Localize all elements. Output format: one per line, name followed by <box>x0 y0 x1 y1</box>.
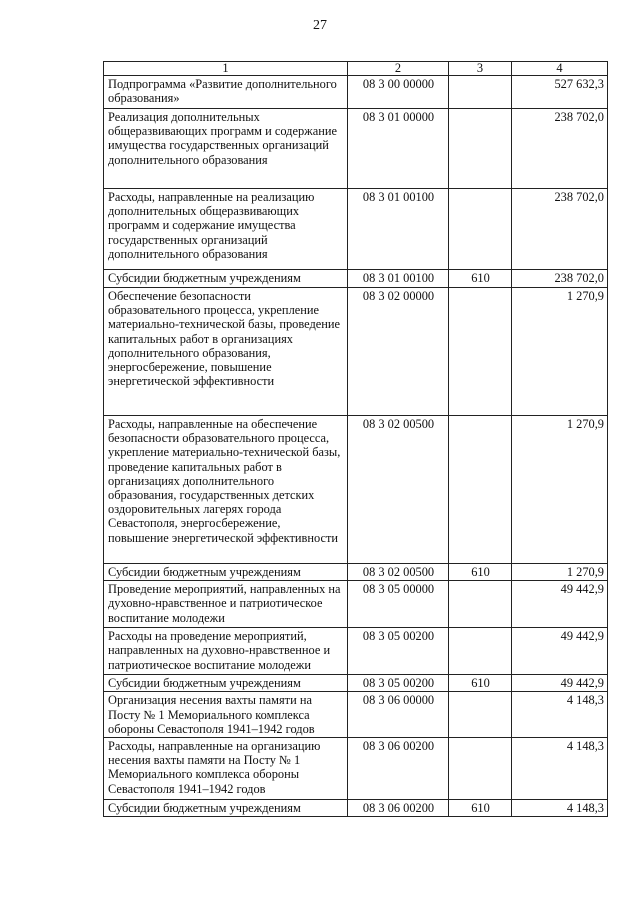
row-code: 08 3 05 00000 <box>348 581 449 628</box>
row-amount: 49 442,9 <box>512 581 608 628</box>
row-code: 08 3 01 00000 <box>348 109 449 189</box>
table-row <box>104 416 608 564</box>
row-code: 08 3 02 00500 <box>348 416 449 564</box>
row-code: 08 3 06 00200 <box>348 738 449 800</box>
row-code: 08 3 06 00200 <box>348 800 449 817</box>
table-row <box>104 738 608 800</box>
table-row <box>104 692 608 738</box>
row-name: Реализация дополнительных общеразвивающих программ и содержание имущества государственных организаций дополнительного образования <box>104 109 348 189</box>
row-name: Расходы, направленные на обеспечение безопасности образовательного процесса, укрепление материально-технической базы, проведение капитальных работ в организациях дополнительного образования, государственных детских оздоровительных лагерях города Севастополя, энергосбережение, повышение энергетической эффективности <box>104 416 348 564</box>
row-code: 08 3 01 00100 <box>348 189 449 270</box>
row-amount: 4 148,3 <box>512 800 608 817</box>
row-kind <box>449 692 512 738</box>
table-row <box>104 800 608 817</box>
row-kind <box>449 288 512 416</box>
table-row <box>104 564 608 581</box>
column-header-name: 1 <box>104 62 348 76</box>
row-amount: 4 148,3 <box>512 692 608 738</box>
row-amount: 1 270,9 <box>512 288 608 416</box>
row-kind <box>449 76 512 109</box>
table-row <box>104 76 608 109</box>
row-name: Субсидии бюджетным учреждениям <box>104 800 348 817</box>
row-amount: 527 632,3 <box>512 76 608 109</box>
row-amount: 1 270,9 <box>512 416 608 564</box>
budget-table <box>103 61 608 817</box>
row-kind: 610 <box>449 564 512 581</box>
row-code: 08 3 05 00200 <box>348 675 449 692</box>
table-row <box>104 288 608 416</box>
row-amount: 4 148,3 <box>512 738 608 800</box>
table-header-row <box>104 62 608 76</box>
row-name: Субсидии бюджетным учреждениям <box>104 270 348 288</box>
row-kind <box>449 581 512 628</box>
row-name: Проведение мероприятий, направленных на духовно-нравственное и патриотическое воспитание молодежи <box>104 581 348 628</box>
column-header-kind: 3 <box>449 62 512 76</box>
row-kind: 610 <box>449 800 512 817</box>
row-amount: 1 270,9 <box>512 564 608 581</box>
row-code: 08 3 05 00200 <box>348 628 449 675</box>
row-code: 08 3 01 00100 <box>348 270 449 288</box>
row-name: Субсидии бюджетным учреждениям <box>104 675 348 692</box>
table-row <box>104 581 608 628</box>
row-amount: 49 442,9 <box>512 628 608 675</box>
page-number: 27 <box>313 18 327 33</box>
row-code: 08 3 02 00500 <box>348 564 449 581</box>
row-amount: 238 702,0 <box>512 270 608 288</box>
row-kind <box>449 628 512 675</box>
row-amount: 238 702,0 <box>512 189 608 270</box>
row-code: 08 3 06 00000 <box>348 692 449 738</box>
table-row <box>104 675 608 692</box>
row-kind <box>449 738 512 800</box>
row-kind <box>449 109 512 189</box>
row-kind: 610 <box>449 675 512 692</box>
row-name: Субсидии бюджетным учреждениям <box>104 564 348 581</box>
row-code: 08 3 00 00000 <box>348 76 449 109</box>
column-header-code: 2 <box>348 62 449 76</box>
row-amount: 49 442,9 <box>512 675 608 692</box>
row-code: 08 3 02 00000 <box>348 288 449 416</box>
row-name: Подпрограмма «Развитие дополнительного образования» <box>104 76 348 109</box>
row-kind: 610 <box>449 270 512 288</box>
row-name: Расходы на проведение мероприятий, направленных на духовно-нравственное и патриотическое воспитание молодежи <box>104 628 348 675</box>
row-name: Расходы, направленные на организацию несения вахты памяти на Посту № 1 Мемориального комплекса обороны Севастополя 1941–1942 годов <box>104 738 348 800</box>
row-kind <box>449 189 512 270</box>
table-row <box>104 189 608 270</box>
table-row <box>104 270 608 288</box>
table-row <box>104 628 608 675</box>
row-name: Обеспечение безопасности образовательного процесса, укрепление материально-технической базы, проведение капитальных работ в организациях дополнительного образования, энергосбережение, повышение энергетической эффективности <box>104 288 348 416</box>
row-name: Организация несения вахты памяти на Посту № 1 Мемориального комплекса обороны Севастополя 1941–1942 годов <box>104 692 348 738</box>
column-header-amount: 4 <box>512 62 608 76</box>
table-row <box>104 109 608 189</box>
row-amount: 238 702,0 <box>512 109 608 189</box>
row-kind <box>449 416 512 564</box>
row-name: Расходы, направленные на реализацию дополнительных общеразвивающих программ и содержание имущества государственных организаций дополнительного образования <box>104 189 348 270</box>
